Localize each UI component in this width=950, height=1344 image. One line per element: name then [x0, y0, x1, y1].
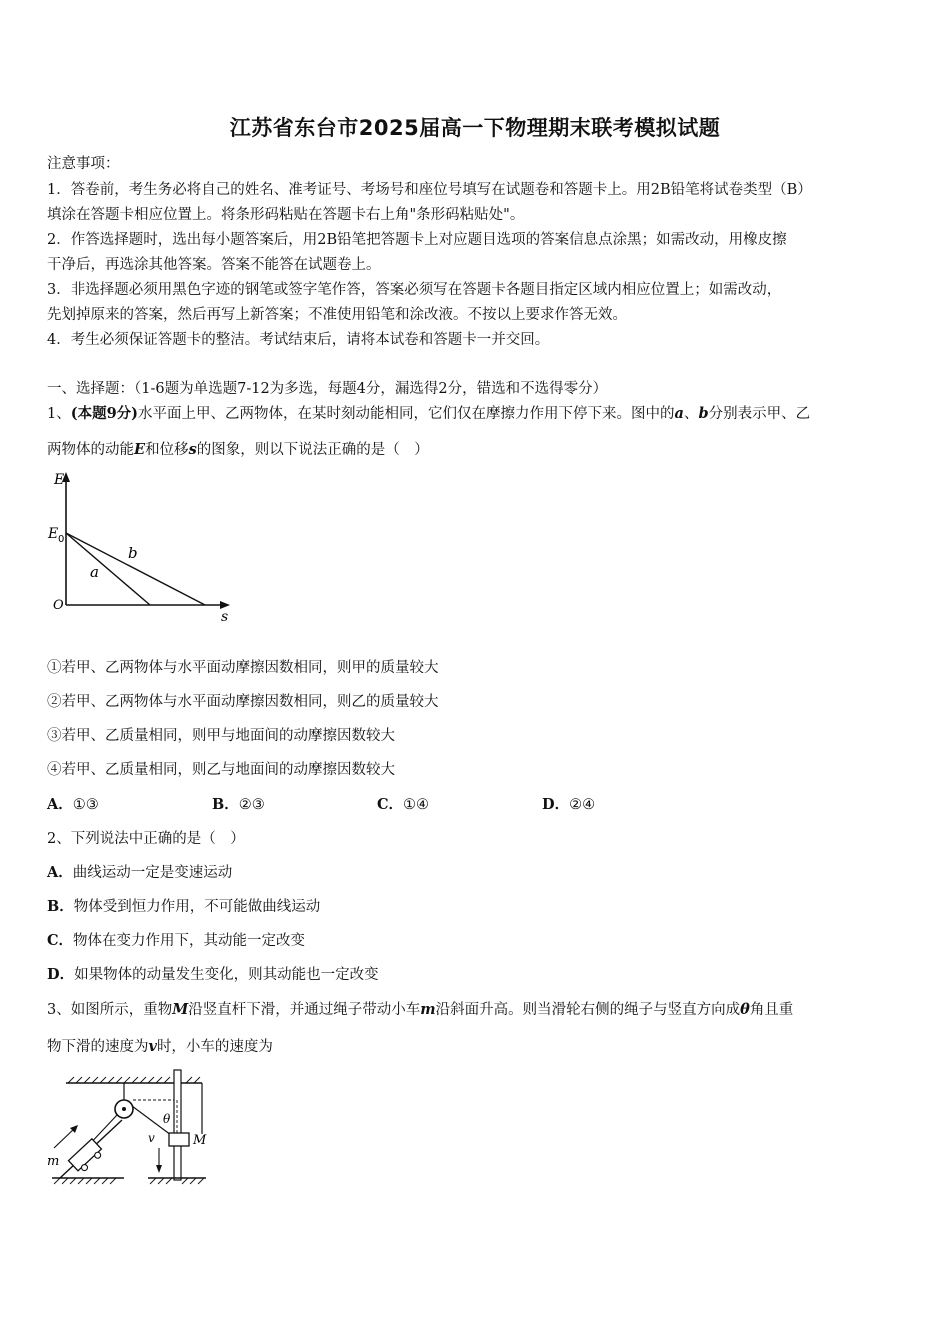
q1-var-E: E — [134, 441, 146, 458]
q2-option-c[interactable] — [47, 929, 305, 950]
q3-stem-line1 — [47, 998, 793, 1019]
option-letter: A． — [47, 864, 73, 881]
notice-line: 先划掉原来的答案，然后再写上新答案；不准使用铅笔和涂改液。不按以上要求作答无效。 — [47, 307, 627, 323]
x-axis-arrow — [220, 601, 230, 609]
q1-statement-3: ③若甲、乙质量相同，则甲与地面间的动摩擦因数较大 — [47, 728, 395, 744]
q1-text: 和位移 — [145, 442, 189, 458]
q3-pulley-diagram — [40, 1064, 215, 1189]
q3-text: 沿竖直杆下滑，并通过绳子带动小车 — [188, 1002, 421, 1018]
q1-stem-line1 — [47, 402, 810, 423]
q1-option-d[interactable] — [542, 793, 595, 814]
notice-line: 4．考生必须保证答题卡的整洁。考试结束后，请将本试卷和答题卡一并交回。 — [47, 332, 550, 348]
option-letter: D． — [47, 966, 75, 983]
q1-option-c[interactable] — [377, 793, 429, 814]
q1-option-a[interactable] — [47, 793, 99, 814]
e0-subscript: 0 — [58, 534, 65, 545]
notice-line: 1．答卷前，考生务必将自己的姓名、准考证号、考场号和座位号填写在试题卷和答题卡上。用2B铅笔将试卷类型（B） — [47, 182, 812, 198]
option-letter: C． — [377, 796, 404, 813]
notice-line: 2．作答选择题时，选出每小题答案后，用2B铅笔把答题卡上对应题目选项的答案信息点涂黑；如需改动，用橡皮擦 — [47, 232, 787, 248]
option-text: 曲线运动一定是变速运动 — [72, 865, 233, 881]
q1-statement-2: ②若甲、乙两物体与水平面动摩擦因数相同，则乙的质量较大 — [47, 694, 439, 710]
q2-stem: 2、下列说法中正确的是（ ） — [47, 831, 245, 847]
q3-text: 沿斜面升高。则当滑轮右侧的绳子与竖直方向成 — [435, 1002, 741, 1018]
q1-statement-1: ①若甲、乙两物体与水平面动摩擦因数相同，则甲的质量较大 — [47, 660, 439, 676]
option-letter: A． — [47, 796, 73, 813]
q2-option-d[interactable] — [47, 963, 379, 984]
option-text: ①④ — [403, 797, 430, 813]
notice-line: 干净后，再选涂其他答案。答案不能答在试题卷上。 — [47, 257, 381, 273]
q3-var-theta: θ — [740, 1001, 750, 1018]
q3-stem-line2 — [47, 1035, 273, 1056]
pulley-axle — [122, 1107, 126, 1111]
option-text: 如果物体的动量发生变化，则其动能也一定改变 — [74, 967, 379, 983]
q1-text: 水平面上甲、乙两物体，在某时刻动能相同，它们仅在摩擦力作用下停下来。图中的 — [138, 406, 675, 422]
q1-var-a: a — [674, 405, 684, 422]
q3-var-M: M — [172, 1001, 189, 1018]
y-axis-label: E — [54, 472, 65, 488]
option-text: ①③ — [72, 797, 99, 813]
option-letter: B． — [212, 796, 239, 813]
q1-text: 的图象，则以下说法正确的是（ ） — [196, 442, 429, 458]
page-title: 江苏省东台市2025届高一下物理期末联考模拟试题 — [229, 116, 721, 140]
q1-stem-line2 — [47, 438, 429, 459]
q3-text: 角且重 — [749, 1002, 794, 1018]
option-letter: D． — [542, 796, 570, 813]
label-M: M — [193, 1133, 207, 1148]
label-v: v — [148, 1131, 155, 1145]
option-letter: C． — [47, 932, 74, 949]
q1-statement-4: ④若甲、乙质量相同，则乙与地面间的动摩擦因数较大 — [47, 762, 395, 778]
q1-number: 1、 — [47, 406, 71, 422]
label-theta: θ — [163, 1112, 171, 1126]
q3-var-v: v — [148, 1038, 157, 1055]
option-letter: B． — [47, 898, 74, 915]
q3-text: 3、如图所示，重物 — [47, 1002, 173, 1018]
q1-option-b[interactable] — [212, 793, 265, 814]
q3-var-m: m — [420, 1001, 436, 1018]
q3-text: 物下滑的速度为 — [47, 1039, 149, 1055]
option-text: 物体在变力作用下，其动能一定改变 — [73, 933, 306, 949]
line-a-label: a — [90, 563, 99, 581]
q1-text: 两物体的动能 — [47, 442, 134, 458]
vertical-rod — [174, 1070, 181, 1180]
notice-line: 3．非选择题必须用黑色字迹的钢笔或签字笔作答，答案必须写在答题卡各题目指定区域内相应位置上；如需改动， — [47, 282, 782, 298]
line-b-label: b — [128, 544, 138, 562]
origin-label: O — [53, 598, 64, 613]
x-axis-label: s — [221, 609, 229, 625]
label-m: m — [47, 1154, 60, 1169]
q2-option-b[interactable] — [47, 895, 320, 916]
option-text: ②④ — [569, 797, 596, 813]
cart-m — [68, 1139, 104, 1175]
q2-option-a[interactable] — [47, 861, 232, 882]
velocity-arrow-head — [156, 1165, 162, 1173]
q1-var-b: b — [698, 405, 709, 422]
q1-tail: 分别表示甲、乙 — [708, 406, 811, 422]
option-text: 物体受到恒力作用，不可能做曲线运动 — [73, 899, 321, 915]
option-text: ②③ — [238, 797, 265, 813]
q1-var-s: s — [188, 441, 197, 458]
section-heading: 一、选择题：（1-6题为单选题7-12为多选，每题4分，漏选得2分，错选和不选得零分） — [47, 381, 608, 397]
weight-M — [169, 1133, 189, 1146]
q1-energy-displacement-graph — [40, 468, 240, 628]
q3-text: 时，小车的速度为 — [156, 1039, 273, 1055]
notice-line: 填涂在答题卡相应位置上。将条形码粘贴在答题卡右上角"条形码粘贴处"。 — [47, 207, 525, 223]
q1-points-tag: (本题9分) — [70, 405, 139, 422]
notice-heading: 注意事项： — [47, 156, 120, 172]
e0-label: E — [48, 526, 59, 542]
q1-sep: 、 — [683, 406, 699, 422]
